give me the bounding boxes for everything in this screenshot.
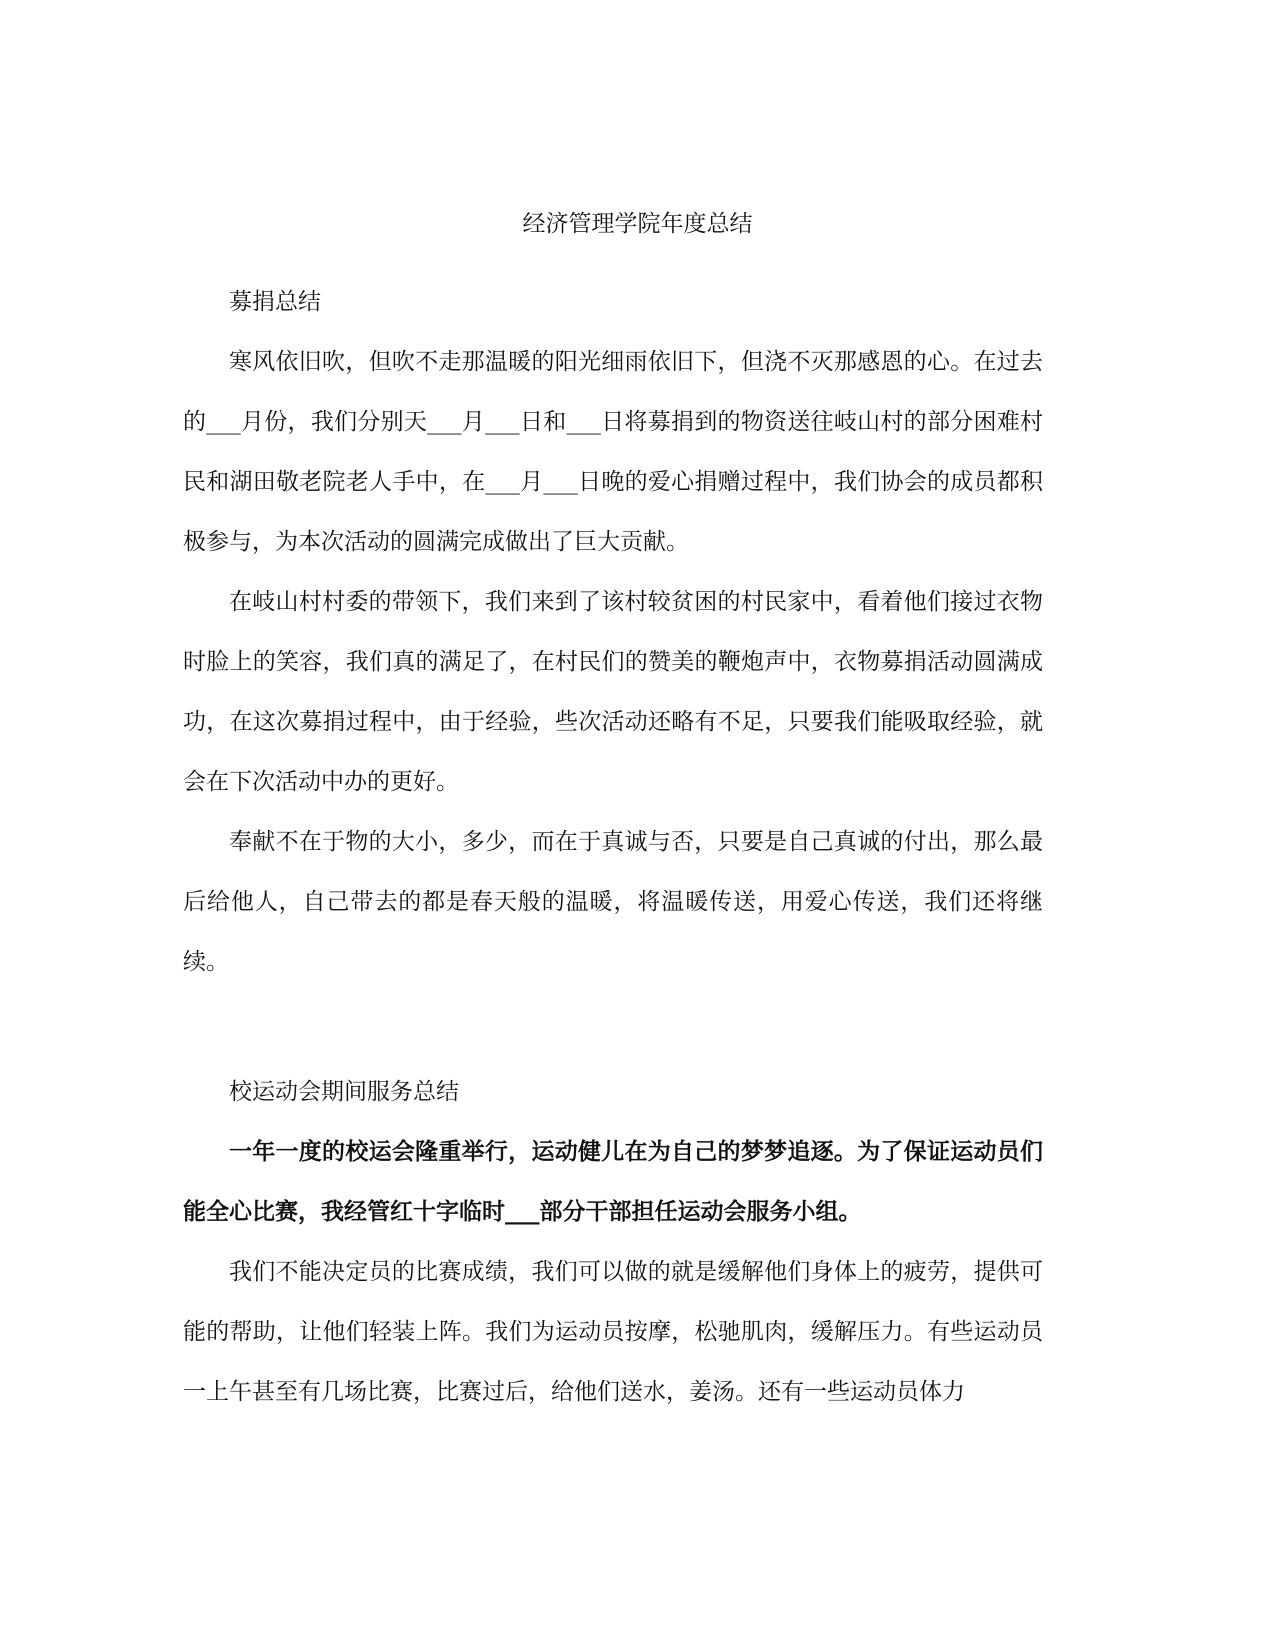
document-body [183,272,1043,1422]
paragraph: 在岐山村村委的带领下，我们来到了该村较贫困的村民家中，看着他们接过衣物时脸上的笑容，我们真的满足了，在村民们的赞美的鞭炮声中，衣物募捐活动圆满成功，在这次募捐过程中，由于经验，些次活动还略有不足，只要我们能吸取经验，就会在下次活动中办的更好。 [183,589,1043,795]
document-title: 经济管理学院年度总结 [522,211,753,237]
paragraph: 奉献不在于物的大小，多少，而在于真诚与否，只要是自己真诚的付出，那么最后给他人，自己带去的都是春天般的温暖，将温暖传送，用爱心传送，我们还将继续。 [183,829,1043,975]
section-heading-sports-meet: 校运动会期间服务总结 [229,1079,459,1105]
paragraph: 寒风依旧吹，但吹不走那温暖的阳光细雨依旧下，但浇不灭那感恩的心。在过去的___月份，我们分别天___月___日和___日将募捐到的物资送往岐山村的部分困难村民和湖田敬老院老人手中，在___月___日晚的爱心捐赠过程中，我们协会的成员都积极参与，为本次活动的圆满完成做出了巨大贡献。 [183,349,1043,555]
paragraph: 我们不能决定员的比赛成绩，我们可以做的就是缓解他们身体上的疲劳，提供可能的帮助，让他们轻装上阵。我们为运动员按摩，松驰肌肉，缓解压力。有些运动员一上午甚至有几场比赛，比赛过后，给他们送水，姜汤。还有一些运动员体力 [183,1259,1043,1405]
section-heading-donation: 募捐总结 [229,289,321,315]
section-spacer [183,992,1043,1062]
bold-paragraph: 一年一度的校运会隆重举行，运动健儿在为自己的梦梦追逐。为了保证运动员们能全心比赛，我经管红十字临时___部分干部担任运动会服务小组。 [183,1138,1043,1225]
